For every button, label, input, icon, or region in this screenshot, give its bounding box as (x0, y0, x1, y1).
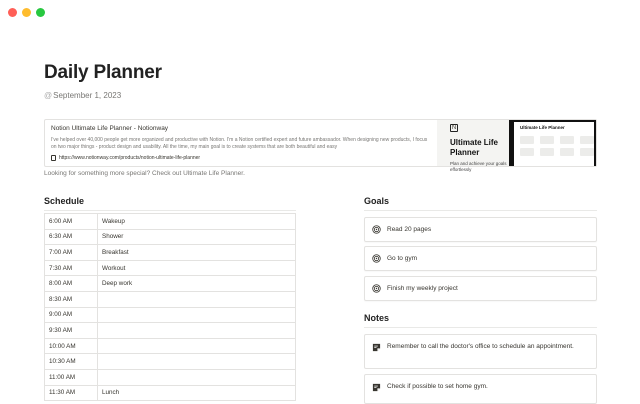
note-item[interactable] (364, 374, 597, 404)
notes-divider (364, 327, 597, 328)
notion-logo-icon: N (451, 125, 457, 131)
activity-cell[interactable] (98, 292, 296, 307)
preview-cell (540, 148, 554, 156)
bookmark-thumbnail (437, 120, 596, 172)
preview-cell (560, 148, 574, 156)
zoom-window-button[interactable] (36, 8, 45, 17)
close-window-button[interactable] (8, 8, 17, 17)
target-icon (372, 225, 381, 234)
bookmark-card[interactable] (44, 119, 597, 172)
thumbnail-preview (514, 122, 594, 166)
time-cell[interactable]: 6:00 AM (45, 214, 98, 229)
target-icon (372, 254, 381, 263)
goal-item[interactable] (364, 217, 597, 242)
time-cell[interactable]: 10:00 AM (45, 339, 98, 354)
activity-cell[interactable] (98, 354, 296, 369)
time-cell[interactable]: 7:30 AM (45, 261, 98, 276)
table-row[interactable] (45, 261, 296, 277)
thumbnail-title: Ultimate Life Planner (450, 138, 499, 157)
table-row[interactable] (45, 323, 296, 339)
activity-cell[interactable] (98, 308, 296, 323)
thumbnail-preview-title: Ultimate Life Planner (520, 125, 565, 130)
preview-cell (520, 148, 534, 156)
goal-label: Read 20 pages (387, 226, 432, 233)
table-row[interactable] (45, 354, 296, 370)
table-row[interactable] (45, 386, 296, 402)
at-mention-icon: @ (44, 91, 53, 100)
schedule-table (44, 213, 296, 401)
bookmark-url-row (51, 155, 431, 161)
note-icon (372, 383, 381, 392)
goals-heading[interactable]: Goals (364, 196, 390, 206)
goals-divider (364, 210, 597, 211)
activity-cell[interactable]: Wakeup (98, 214, 296, 229)
table-row[interactable] (45, 276, 296, 292)
table-row[interactable] (45, 214, 296, 230)
time-cell[interactable]: 9:30 AM (45, 323, 98, 338)
goal-label: Finish my weekly project (387, 285, 458, 292)
table-row[interactable] (45, 339, 296, 355)
activity-cell[interactable]: Shower (98, 230, 296, 245)
table-row[interactable] (45, 245, 296, 261)
note-label: Remember to call the doctor's office to schedule an appointment. (387, 343, 574, 350)
time-cell[interactable]: 7:00 AM (45, 245, 98, 260)
thumbnail-subtitle: Plan and achieve your goals effortlessly (450, 161, 507, 172)
time-cell[interactable]: 8:30 AM (45, 292, 98, 307)
time-cell[interactable]: 9:00 AM (45, 308, 98, 323)
target-icon (372, 284, 381, 293)
activity-cell[interactable]: Lunch (98, 386, 296, 401)
activity-cell[interactable] (98, 323, 296, 338)
schedule-divider (44, 210, 296, 211)
note-item[interactable] (364, 334, 597, 369)
date-mention[interactable] (44, 91, 121, 100)
note-icon (372, 343, 381, 352)
bookmark-text (45, 120, 437, 166)
window-controls (8, 8, 45, 17)
time-cell[interactable]: 6:30 AM (45, 230, 98, 245)
activity-cell[interactable] (98, 370, 296, 385)
favicon-icon (51, 155, 56, 161)
preview-cell (560, 136, 574, 144)
minimize-window-button[interactable] (22, 8, 31, 17)
date-text: September 1, 2023 (53, 91, 122, 100)
notes-heading[interactable]: Notes (364, 313, 390, 323)
preview-cell (520, 136, 534, 144)
table-row[interactable] (45, 292, 296, 308)
goal-label: Go to gym (387, 255, 417, 262)
activity-cell[interactable]: Deep work (98, 276, 296, 291)
table-row[interactable] (45, 230, 296, 246)
bookmark-url: https://www.notionway.com/products/notion-ultimate-life-planner (59, 155, 201, 161)
time-cell[interactable]: 11:30 AM (45, 386, 98, 401)
table-row[interactable] (45, 370, 296, 386)
preview-cell (580, 136, 594, 144)
bookmark-description: I've helped over 40,000 people get more organized and productive with Notion. I'm a Notion certified expert and future ambassador. When designing new products, I focus on two major things - product design and usability. All the time, my main goal is to create systems that are both beautiful and easy (51, 137, 428, 150)
preview-cell (580, 148, 594, 156)
table-row[interactable] (45, 308, 296, 324)
time-cell[interactable]: 8:00 AM (45, 276, 98, 291)
bookmark-title: Notion Ultimate Life Planner - Notionway (51, 125, 169, 132)
activity-cell[interactable]: Breakfast (98, 245, 296, 260)
goal-item[interactable] (364, 246, 597, 271)
time-cell[interactable]: 11:00 AM (45, 370, 98, 385)
activity-cell[interactable]: Workout (98, 261, 296, 276)
page-title[interactable]: Daily Planner (44, 62, 162, 83)
activity-cell[interactable] (98, 339, 296, 354)
preview-cell (540, 136, 554, 144)
time-cell[interactable]: 10:30 AM (45, 354, 98, 369)
note-label: Check if possible to set home gym. (387, 383, 488, 390)
goal-item[interactable] (364, 276, 597, 301)
schedule-heading[interactable]: Schedule (44, 196, 85, 206)
bookmark-caption[interactable]: Looking for something more special? Check out Ultimate Life Planner. (44, 170, 245, 177)
